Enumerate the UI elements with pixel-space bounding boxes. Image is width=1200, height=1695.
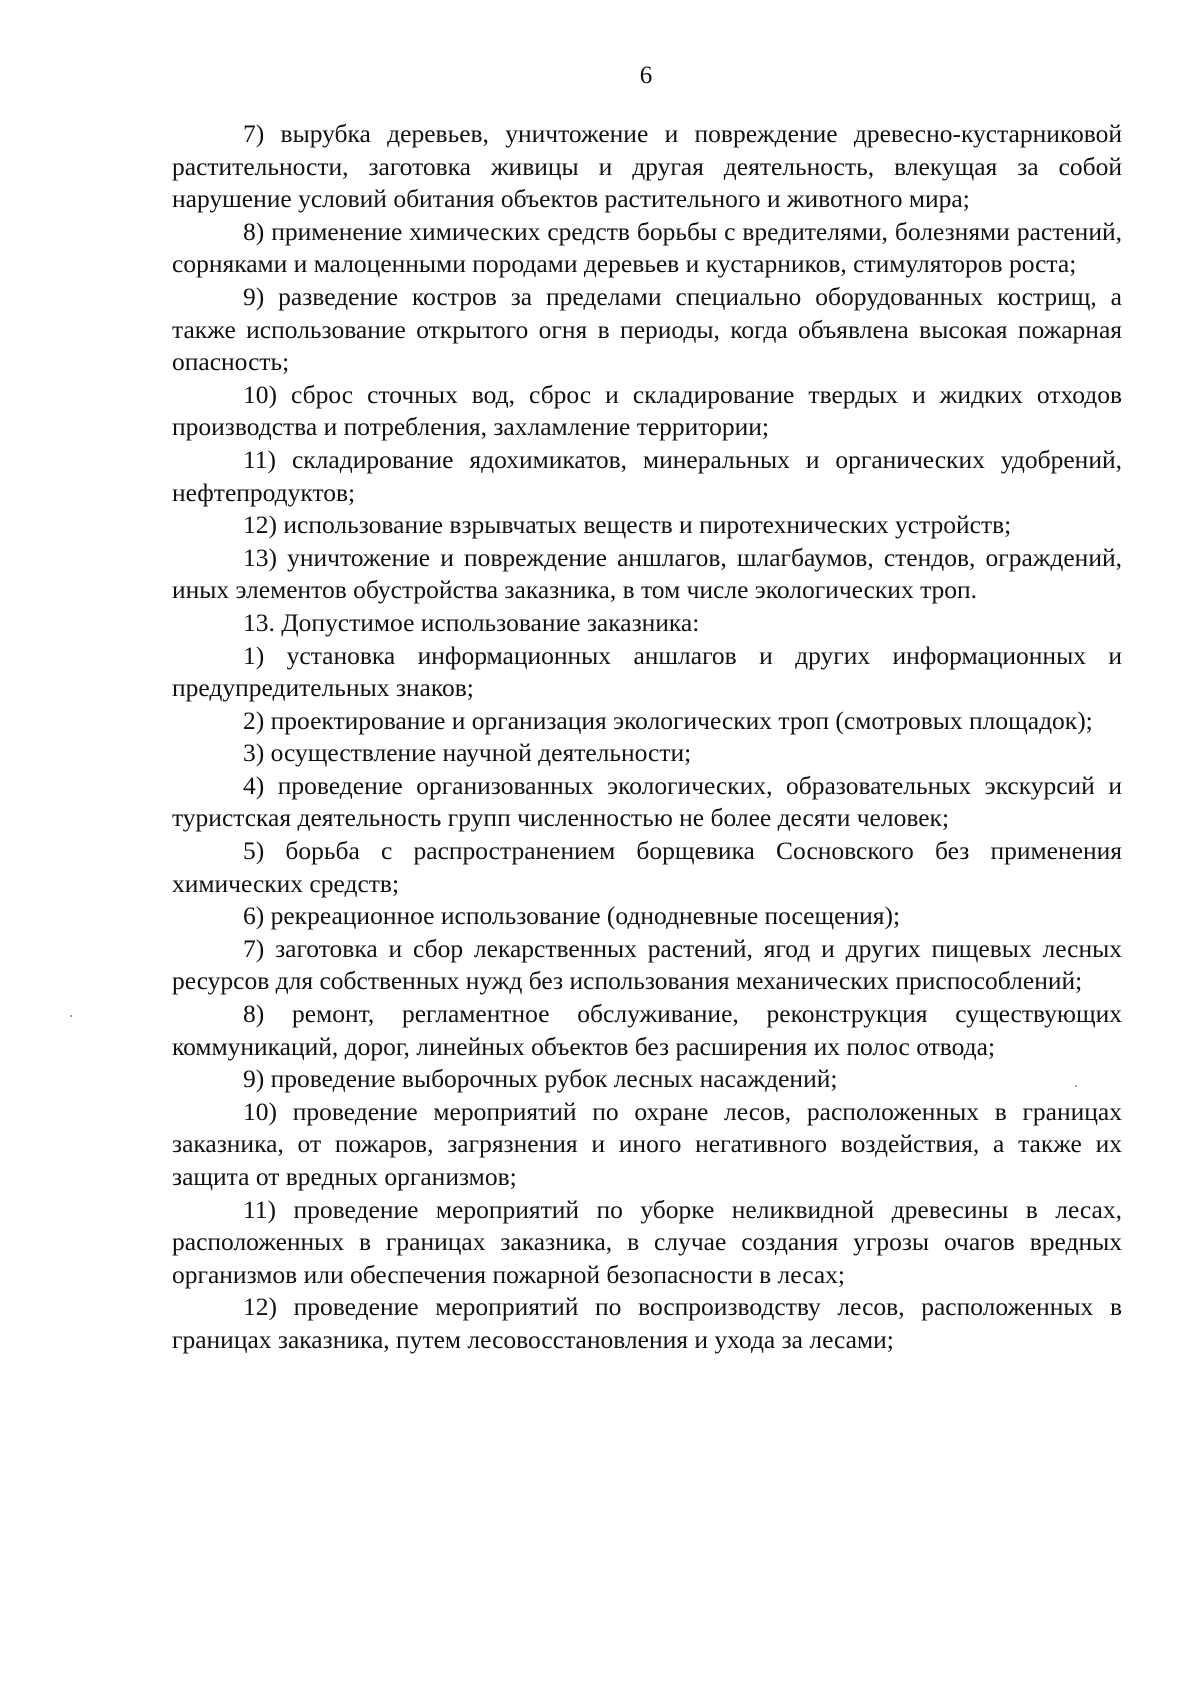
scan-speck: [1075, 1085, 1077, 1087]
permitted-item-10: 10) проведение мероприятий по охране лесов, расположенных в границах заказника, от пожаров, загрязнения и иного негативного воздействия, а также их защита от вредных организмов;: [172, 1096, 1122, 1191]
permitted-item-12: 12) проведение мероприятий по воспроизводству лесов, расположенных в границах заказника, путем лесовосстановления и ухода за лесами;: [172, 1292, 1122, 1354]
permitted-item-9: 9) проведение выборочных рубок лесных насаждений;: [243, 1064, 838, 1094]
prohibited-item-11: 11) складирование ядохимикатов, минеральных и органических удобрений, нефтепродуктов;: [172, 444, 1122, 507]
permitted-item-7: 7) заготовка и сбор лекарственных растений, ягод и других пищевых лесных ресурсов для собственных нужд без использования механических приспособлений;: [172, 933, 1122, 996]
prohibited-item-10: 10) сброс сточных вод, сброс и складирование твердых и жидких отходов производства и потребления, захламление территории;: [172, 379, 1122, 442]
permitted-item-8: 8) ремонт, регламентное обслуживание, реконструкция существующих коммуникаций, дорог, линейных объектов без расширения их полос отвода;: [172, 999, 1122, 1061]
section-heading-13: 13. Допустимое использование заказника:: [243, 607, 700, 637]
permitted-item-11: 11) проведение мероприятий по уборке неликвидной древесины в лесах, расположенных в границах заказника, в случае создания угрозы очагов вредных организмов или обеспечения пожарной безопасности в лесах;: [172, 1194, 1122, 1289]
prohibited-item-9: 9) разведение костров за пределами специально оборудованных кострищ, а также использование открытого огня в периоды, когда объявлена высокая пожарная опасность;: [172, 281, 1122, 377]
permitted-item-3: 3) осуществление научной деятельности;: [243, 738, 692, 768]
document-body: [172, 118, 1122, 1357]
permitted-item-2: 2) проектирование и организация экологических троп (смотровых площадок);: [243, 705, 1093, 735]
prohibited-item-12: 12) использование взрывчатых веществ и пиротехнических устройств;: [243, 510, 1012, 540]
permitted-item-4: 4) проведение организованных экологических, образовательных экскурсий и туристская деятельность групп численностью не более десяти человек;: [172, 770, 1122, 833]
prohibited-item-7: 7) вырубка деревьев, уничтожение и повреждение древесно-кустарниковой растительности, заготовка живицы и другая деятельность, влекущая за собой нарушение условий обитания объектов растительного и животного мира;: [172, 119, 1122, 214]
prohibited-item-13: 13) уничтожение и повреждение аншлагов, шлагбаумов, стендов, ограждений, иных элементов обустройства заказника, в том числе экологических троп.: [172, 542, 1122, 605]
permitted-item-1: 1) установка информационных аншлагов и других информационных и предупредительных знаков;: [172, 640, 1122, 703]
prohibited-item-8: 8) применение химических средств борьбы с вредителями, болезнями растений, сорняками и малоценными породами деревьев и кустарников, стимуляторов роста;: [172, 216, 1122, 279]
permitted-item-6: 6) рекреационное использование (однодневные посещения);: [243, 901, 901, 931]
page-number: 6: [639, 62, 653, 89]
scan-speck: [70, 1015, 72, 1017]
permitted-item-5: 5) борьба с распространением борщевика Сосновского без применения химических средств;: [172, 836, 1122, 898]
